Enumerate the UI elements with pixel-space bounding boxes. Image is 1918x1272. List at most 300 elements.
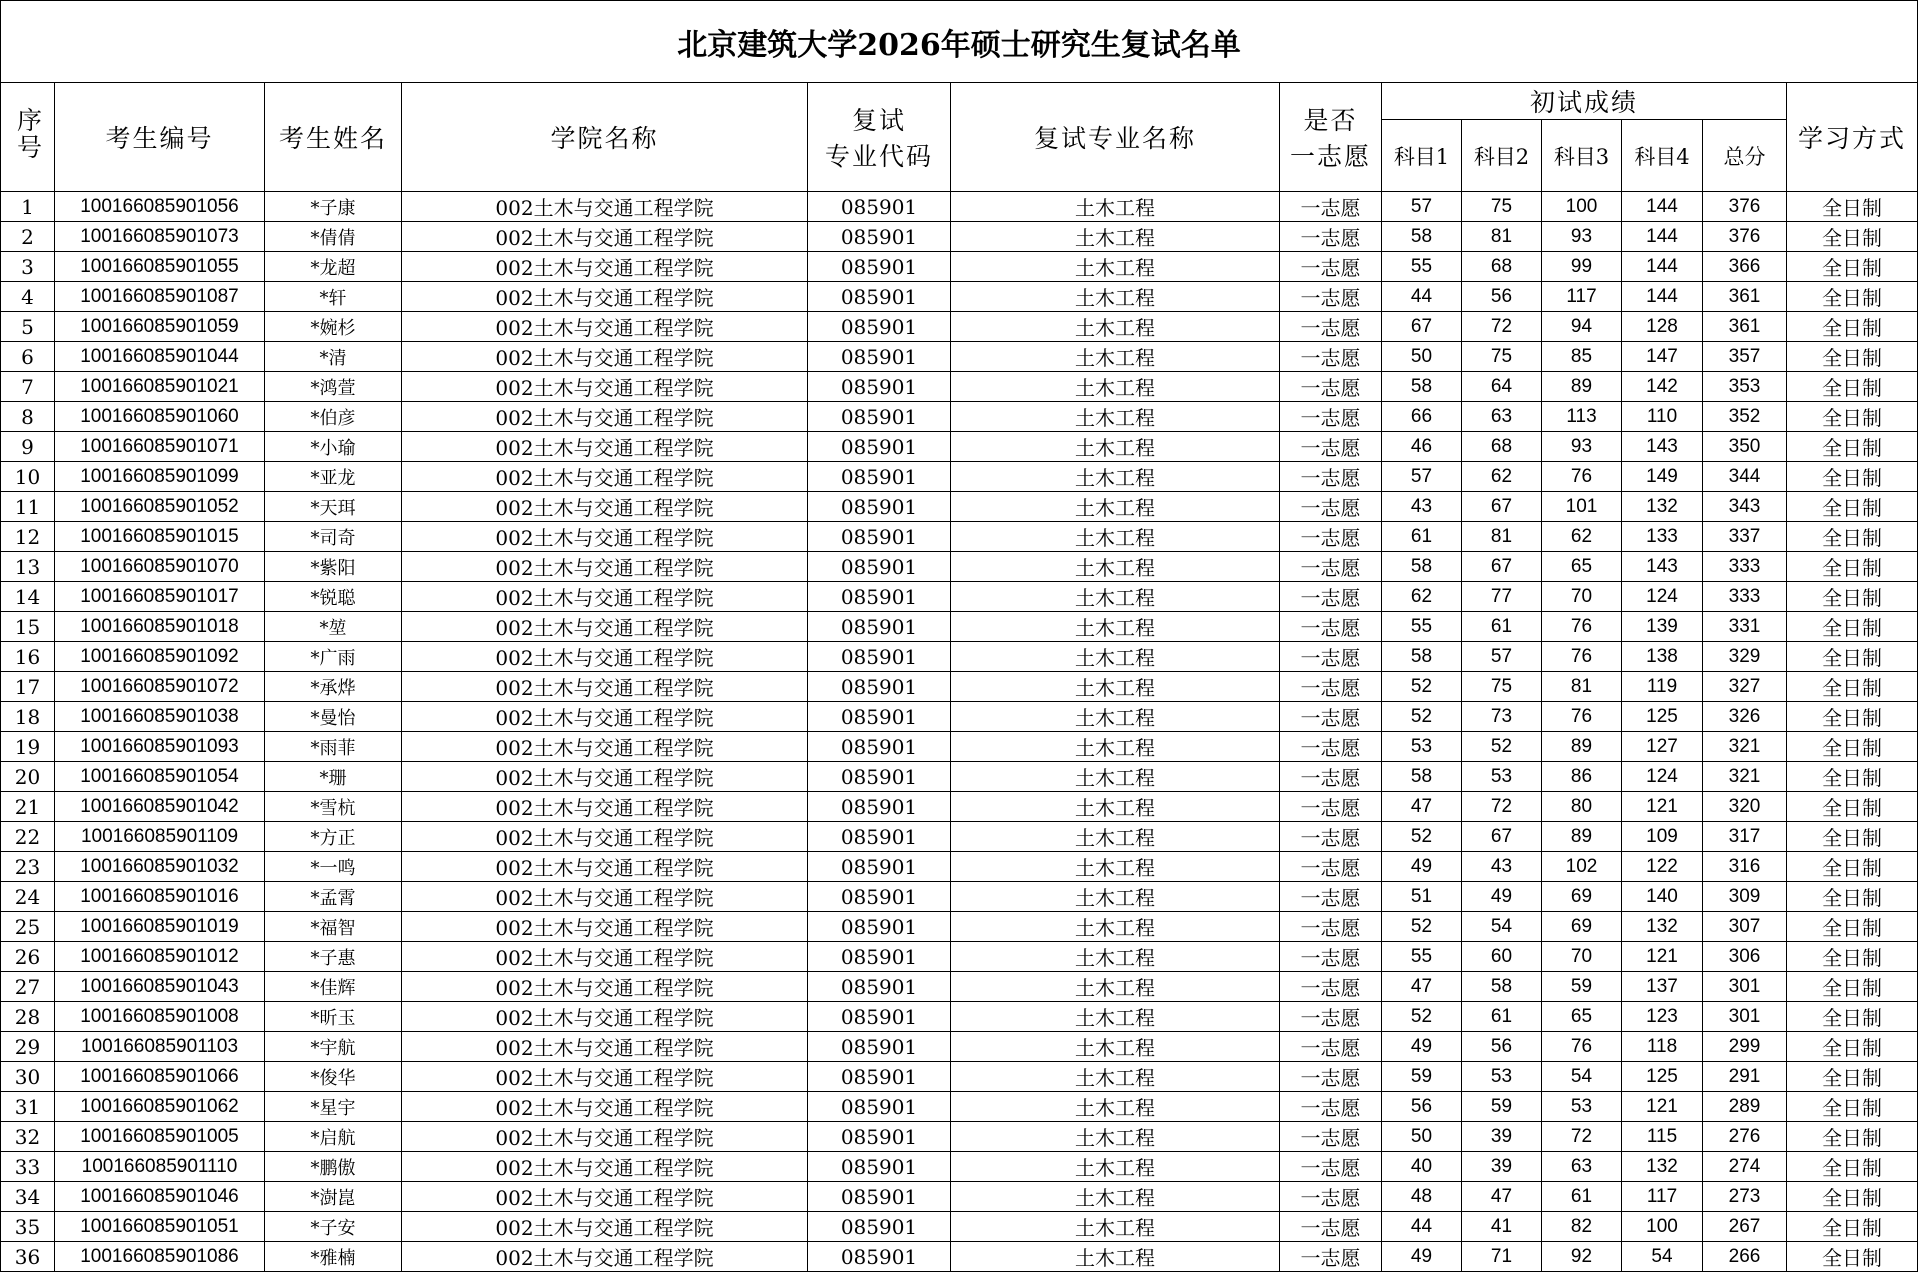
subject-3-cell: 85 — [1542, 342, 1622, 372]
header-subject-2: 科目2 — [1462, 120, 1542, 192]
first-choice-cell: 一志愿 — [1280, 312, 1382, 342]
first-choice-cell: 一志愿 — [1280, 1152, 1382, 1182]
major-cell: 土木工程 — [951, 282, 1280, 312]
header-total: 总分 — [1703, 120, 1787, 192]
first-choice-cell: 一志愿 — [1280, 822, 1382, 852]
exam-no-cell: 100166085901070 — [55, 552, 265, 582]
table-row — [1, 1002, 1918, 1032]
major-cell: 土木工程 — [951, 1152, 1280, 1182]
subject-4-cell: 133 — [1622, 522, 1703, 552]
exam-no-cell: 100166085901072 — [55, 672, 265, 702]
subject-1-cell: 52 — [1382, 912, 1462, 942]
first-choice-cell: 一志愿 — [1280, 852, 1382, 882]
subject-4-cell: 118 — [1622, 1032, 1703, 1062]
first-choice-cell: 一志愿 — [1280, 642, 1382, 672]
subject-3-cell: 82 — [1542, 1212, 1622, 1242]
major-code-cell: 085901 — [808, 642, 951, 672]
subject-1-cell: 52 — [1382, 672, 1462, 702]
subject-2-cell: 53 — [1462, 1062, 1542, 1092]
subject-4-cell: 110 — [1622, 402, 1703, 432]
subject-3-cell: 89 — [1542, 372, 1622, 402]
table-row — [1, 1182, 1918, 1212]
table-row — [1, 342, 1918, 372]
study-mode-cell: 全日制 — [1787, 672, 1918, 702]
subject-1-cell: 58 — [1382, 222, 1462, 252]
seq-cell: 17 — [1, 672, 55, 702]
major-code-cell: 085901 — [808, 402, 951, 432]
name-cell: *子康 — [265, 192, 402, 222]
study-mode-cell: 全日制 — [1787, 492, 1918, 522]
major-cell: 土木工程 — [951, 822, 1280, 852]
seq-cell: 11 — [1, 492, 55, 522]
college-cell: 002土木与交通工程学院 — [402, 432, 808, 462]
name-cell: *子安 — [265, 1212, 402, 1242]
header-subject-4: 科目4 — [1622, 120, 1703, 192]
subject-3-cell: 69 — [1542, 912, 1622, 942]
name-cell: *雪杭 — [265, 792, 402, 822]
subject-3-cell: 113 — [1542, 402, 1622, 432]
college-cell: 002土木与交通工程学院 — [402, 792, 808, 822]
major-code-cell: 085901 — [808, 942, 951, 972]
exam-no-cell: 100166085901092 — [55, 642, 265, 672]
first-choice-cell: 一志愿 — [1280, 612, 1382, 642]
subject-2-cell: 72 — [1462, 312, 1542, 342]
subject-2-cell: 72 — [1462, 792, 1542, 822]
name-cell: *承烨 — [265, 672, 402, 702]
subject-3-cell: 92 — [1542, 1242, 1622, 1272]
name-cell: *雨菲 — [265, 732, 402, 762]
seq-cell: 6 — [1, 342, 55, 372]
subject-3-cell: 76 — [1542, 462, 1622, 492]
seq-cell: 3 — [1, 252, 55, 282]
subject-1-cell: 49 — [1382, 1032, 1462, 1062]
total-cell: 309 — [1703, 882, 1787, 912]
subject-2-cell: 53 — [1462, 762, 1542, 792]
subject-4-cell: 140 — [1622, 882, 1703, 912]
header-prelim-scores: 初试成绩 — [1382, 83, 1787, 120]
total-cell: 316 — [1703, 852, 1787, 882]
subject-1-cell: 57 — [1382, 192, 1462, 222]
seq-cell: 19 — [1, 732, 55, 762]
study-mode-cell: 全日制 — [1787, 282, 1918, 312]
study-mode-cell: 全日制 — [1787, 882, 1918, 912]
seq-cell: 4 — [1, 282, 55, 312]
seq-cell: 30 — [1, 1062, 55, 1092]
study-mode-cell: 全日制 — [1787, 762, 1918, 792]
college-cell: 002土木与交通工程学院 — [402, 492, 808, 522]
exam-no-cell: 100166085901008 — [55, 1002, 265, 1032]
major-cell: 土木工程 — [951, 972, 1280, 1002]
study-mode-cell: 全日制 — [1787, 852, 1918, 882]
table-row — [1, 582, 1918, 612]
subject-2-cell: 67 — [1462, 492, 1542, 522]
first-choice-cell: 一志愿 — [1280, 972, 1382, 1002]
name-cell: *天珥 — [265, 492, 402, 522]
total-cell: 326 — [1703, 702, 1787, 732]
college-cell: 002土木与交通工程学院 — [402, 762, 808, 792]
total-cell: 306 — [1703, 942, 1787, 972]
subject-1-cell: 59 — [1382, 1062, 1462, 1092]
subject-4-cell: 124 — [1622, 762, 1703, 792]
study-mode-cell: 全日制 — [1787, 912, 1918, 942]
subject-3-cell: 70 — [1542, 582, 1622, 612]
seq-cell: 33 — [1, 1152, 55, 1182]
subject-2-cell: 59 — [1462, 1092, 1542, 1122]
subject-1-cell: 55 — [1382, 252, 1462, 282]
subject-4-cell: 125 — [1622, 1062, 1703, 1092]
name-cell: *孟霄 — [265, 882, 402, 912]
college-cell: 002土木与交通工程学院 — [402, 1002, 808, 1032]
name-cell: *宇航 — [265, 1032, 402, 1062]
subject-2-cell: 75 — [1462, 342, 1542, 372]
seq-cell: 27 — [1, 972, 55, 1002]
subject-1-cell: 46 — [1382, 432, 1462, 462]
college-cell: 002土木与交通工程学院 — [402, 942, 808, 972]
study-mode-cell: 全日制 — [1787, 702, 1918, 732]
table-row — [1, 552, 1918, 582]
major-cell: 土木工程 — [951, 702, 1280, 732]
subject-4-cell: 149 — [1622, 462, 1703, 492]
major-code-cell: 085901 — [808, 492, 951, 522]
table-row — [1, 402, 1918, 432]
study-mode-cell: 全日制 — [1787, 942, 1918, 972]
major-code-cell: 085901 — [808, 702, 951, 732]
study-mode-cell: 全日制 — [1787, 222, 1918, 252]
seq-cell: 14 — [1, 582, 55, 612]
name-cell: *雅楠 — [265, 1242, 402, 1272]
subject-3-cell: 102 — [1542, 852, 1622, 882]
seq-cell: 18 — [1, 702, 55, 732]
major-cell: 土木工程 — [951, 1122, 1280, 1152]
subject-2-cell: 77 — [1462, 582, 1542, 612]
subject-3-cell: 89 — [1542, 732, 1622, 762]
name-cell: *昕玉 — [265, 1002, 402, 1032]
college-cell: 002土木与交通工程学院 — [402, 402, 808, 432]
college-cell: 002土木与交通工程学院 — [402, 732, 808, 762]
subject-2-cell: 73 — [1462, 702, 1542, 732]
exam-no-cell: 100166085901046 — [55, 1182, 265, 1212]
table-row — [1, 432, 1918, 462]
major-cell: 土木工程 — [951, 852, 1280, 882]
subject-3-cell: 76 — [1542, 612, 1622, 642]
table-row — [1, 672, 1918, 702]
study-mode-cell: 全日制 — [1787, 822, 1918, 852]
exam-no-cell: 100166085901055 — [55, 252, 265, 282]
subject-1-cell: 40 — [1382, 1152, 1462, 1182]
major-cell: 土木工程 — [951, 252, 1280, 282]
study-mode-cell: 全日制 — [1787, 1002, 1918, 1032]
college-cell: 002土木与交通工程学院 — [402, 342, 808, 372]
subject-2-cell: 57 — [1462, 642, 1542, 672]
table-row — [1, 492, 1918, 522]
seq-cell: 5 — [1, 312, 55, 342]
header-seq: 序号 — [1, 83, 55, 192]
college-cell: 002土木与交通工程学院 — [402, 552, 808, 582]
exam-no-cell: 100166085901019 — [55, 912, 265, 942]
major-cell: 土木工程 — [951, 312, 1280, 342]
major-cell: 土木工程 — [951, 342, 1280, 372]
major-cell: 土木工程 — [951, 552, 1280, 582]
header-major-code — [808, 83, 951, 192]
college-cell: 002土木与交通工程学院 — [402, 972, 808, 1002]
major-code-cell: 085901 — [808, 582, 951, 612]
table-row — [1, 312, 1918, 342]
major-cell: 土木工程 — [951, 792, 1280, 822]
header-first-choice-line2: 一志愿 — [1289, 142, 1371, 171]
name-cell: *紫阳 — [265, 552, 402, 582]
first-choice-cell: 一志愿 — [1280, 1032, 1382, 1062]
subject-4-cell: 121 — [1622, 1092, 1703, 1122]
subject-4-cell: 144 — [1622, 192, 1703, 222]
study-mode-cell: 全日制 — [1787, 432, 1918, 462]
exam-no-cell: 100166085901073 — [55, 222, 265, 252]
subject-3-cell: 99 — [1542, 252, 1622, 282]
seq-cell: 15 — [1, 612, 55, 642]
major-cell: 土木工程 — [951, 1002, 1280, 1032]
first-choice-cell: 一志愿 — [1280, 522, 1382, 552]
college-cell: 002土木与交通工程学院 — [402, 1242, 808, 1272]
name-cell: *福智 — [265, 912, 402, 942]
major-cell: 土木工程 — [951, 882, 1280, 912]
total-cell: 301 — [1703, 972, 1787, 1002]
first-choice-cell: 一志愿 — [1280, 912, 1382, 942]
study-mode-cell: 全日制 — [1787, 192, 1918, 222]
subject-1-cell: 61 — [1382, 522, 1462, 552]
subject-3-cell: 94 — [1542, 312, 1622, 342]
major-cell: 土木工程 — [951, 1242, 1280, 1272]
subject-2-cell: 68 — [1462, 252, 1542, 282]
table-row — [1, 972, 1918, 1002]
first-choice-cell: 一志愿 — [1280, 1182, 1382, 1212]
seq-cell: 31 — [1, 1092, 55, 1122]
subject-1-cell: 50 — [1382, 342, 1462, 372]
college-cell: 002土木与交通工程学院 — [402, 282, 808, 312]
seq-cell: 28 — [1, 1002, 55, 1032]
table-row — [1, 1152, 1918, 1182]
table-row — [1, 732, 1918, 762]
subject-4-cell: 144 — [1622, 252, 1703, 282]
total-cell: 343 — [1703, 492, 1787, 522]
exam-no-cell: 100166085901052 — [55, 492, 265, 522]
first-choice-cell: 一志愿 — [1280, 1092, 1382, 1122]
major-code-cell: 085901 — [808, 252, 951, 282]
table-row — [1, 822, 1918, 852]
exam-no-cell: 100166085901043 — [55, 972, 265, 1002]
major-cell: 土木工程 — [951, 1032, 1280, 1062]
subject-4-cell: 115 — [1622, 1122, 1703, 1152]
first-choice-cell: 一志愿 — [1280, 1122, 1382, 1152]
study-mode-cell: 全日制 — [1787, 1242, 1918, 1272]
subject-4-cell: 143 — [1622, 432, 1703, 462]
total-cell: 273 — [1703, 1182, 1787, 1212]
subject-4-cell: 119 — [1622, 672, 1703, 702]
first-choice-cell: 一志愿 — [1280, 702, 1382, 732]
name-cell: *子惠 — [265, 942, 402, 972]
exam-no-cell: 100166085901042 — [55, 792, 265, 822]
major-code-cell: 085901 — [808, 912, 951, 942]
subject-3-cell: 80 — [1542, 792, 1622, 822]
table-row — [1, 192, 1918, 222]
first-choice-cell: 一志愿 — [1280, 492, 1382, 522]
name-cell: *一鸣 — [265, 852, 402, 882]
subject-1-cell: 44 — [1382, 282, 1462, 312]
subject-4-cell: 132 — [1622, 492, 1703, 522]
subject-3-cell: 70 — [1542, 942, 1622, 972]
subject-1-cell: 58 — [1382, 552, 1462, 582]
subject-3-cell: 76 — [1542, 1032, 1622, 1062]
total-cell: 301 — [1703, 1002, 1787, 1032]
header-first-choice — [1280, 83, 1382, 192]
table-row — [1, 762, 1918, 792]
study-mode-cell: 全日制 — [1787, 402, 1918, 432]
exam-no-cell: 100166085901015 — [55, 522, 265, 552]
major-code-cell: 085901 — [808, 522, 951, 552]
subject-4-cell: 144 — [1622, 222, 1703, 252]
college-cell: 002土木与交通工程学院 — [402, 1062, 808, 1092]
major-code-cell: 085901 — [808, 552, 951, 582]
subject-4-cell: 117 — [1622, 1182, 1703, 1212]
subject-1-cell: 58 — [1382, 372, 1462, 402]
subject-2-cell: 58 — [1462, 972, 1542, 1002]
total-cell: 317 — [1703, 822, 1787, 852]
total-cell: 329 — [1703, 642, 1787, 672]
table-row — [1, 372, 1918, 402]
seq-cell: 16 — [1, 642, 55, 672]
seq-cell: 22 — [1, 822, 55, 852]
exam-no-cell: 100166085901044 — [55, 342, 265, 372]
subject-4-cell: 125 — [1622, 702, 1703, 732]
major-code-cell: 085901 — [808, 1182, 951, 1212]
college-cell: 002土木与交通工程学院 — [402, 702, 808, 732]
name-cell: *伯彦 — [265, 402, 402, 432]
college-cell: 002土木与交通工程学院 — [402, 642, 808, 672]
header-name: 考生姓名 — [265, 83, 402, 192]
subject-4-cell: 128 — [1622, 312, 1703, 342]
subject-4-cell: 124 — [1622, 582, 1703, 612]
college-cell: 002土木与交通工程学院 — [402, 252, 808, 282]
seq-cell: 2 — [1, 222, 55, 252]
study-mode-cell: 全日制 — [1787, 582, 1918, 612]
total-cell: 276 — [1703, 1122, 1787, 1152]
college-cell: 002土木与交通工程学院 — [402, 672, 808, 702]
major-code-cell: 085901 — [808, 612, 951, 642]
total-cell: 352 — [1703, 402, 1787, 432]
name-cell: *轩 — [265, 282, 402, 312]
subject-4-cell: 138 — [1622, 642, 1703, 672]
subject-2-cell: 71 — [1462, 1242, 1542, 1272]
first-choice-cell: 一志愿 — [1280, 552, 1382, 582]
table-row — [1, 252, 1918, 282]
study-mode-cell: 全日制 — [1787, 1092, 1918, 1122]
subject-3-cell: 54 — [1542, 1062, 1622, 1092]
first-choice-cell: 一志愿 — [1280, 792, 1382, 822]
name-cell: *清 — [265, 342, 402, 372]
study-mode-cell: 全日制 — [1787, 462, 1918, 492]
subject-2-cell: 56 — [1462, 1032, 1542, 1062]
subject-2-cell: 67 — [1462, 822, 1542, 852]
seq-cell: 23 — [1, 852, 55, 882]
first-choice-cell: 一志愿 — [1280, 762, 1382, 792]
major-code-cell: 085901 — [808, 852, 951, 882]
study-mode-cell: 全日制 — [1787, 1182, 1918, 1212]
subject-2-cell: 64 — [1462, 372, 1542, 402]
subject-1-cell: 56 — [1382, 1092, 1462, 1122]
header-major: 复试专业名称 — [951, 83, 1280, 192]
table-row — [1, 1062, 1918, 1092]
seq-cell: 29 — [1, 1032, 55, 1062]
total-cell: 333 — [1703, 582, 1787, 612]
header-exam-no: 考生编号 — [55, 83, 265, 192]
first-choice-cell: 一志愿 — [1280, 252, 1382, 282]
subject-1-cell: 62 — [1382, 582, 1462, 612]
subject-1-cell: 47 — [1382, 792, 1462, 822]
subject-2-cell: 49 — [1462, 882, 1542, 912]
first-choice-cell: 一志愿 — [1280, 942, 1382, 972]
total-cell: 307 — [1703, 912, 1787, 942]
name-cell: *小瑜 — [265, 432, 402, 462]
exam-no-cell: 100166085901017 — [55, 582, 265, 612]
study-mode-cell: 全日制 — [1787, 372, 1918, 402]
exam-no-cell: 100166085901066 — [55, 1062, 265, 1092]
subject-4-cell: 123 — [1622, 1002, 1703, 1032]
subject-4-cell: 144 — [1622, 282, 1703, 312]
major-cell: 土木工程 — [951, 762, 1280, 792]
subject-3-cell: 76 — [1542, 642, 1622, 672]
name-cell: *亚龙 — [265, 462, 402, 492]
exam-no-cell: 100166085901060 — [55, 402, 265, 432]
subject-3-cell: 100 — [1542, 192, 1622, 222]
seq-cell: 1 — [1, 192, 55, 222]
subject-2-cell: 67 — [1462, 552, 1542, 582]
table-row — [1, 1032, 1918, 1062]
exam-no-cell: 100166085901054 — [55, 762, 265, 792]
major-code-cell: 085901 — [808, 1152, 951, 1182]
subject-4-cell: 142 — [1622, 372, 1703, 402]
table-row — [1, 1122, 1918, 1152]
subject-4-cell: 100 — [1622, 1212, 1703, 1242]
total-cell: 376 — [1703, 192, 1787, 222]
subject-2-cell: 61 — [1462, 1002, 1542, 1032]
subject-3-cell: 81 — [1542, 672, 1622, 702]
college-cell: 002土木与交通工程学院 — [402, 522, 808, 552]
subject-3-cell: 101 — [1542, 492, 1622, 522]
table-row — [1, 1242, 1918, 1272]
subject-4-cell: 137 — [1622, 972, 1703, 1002]
study-mode-cell: 全日制 — [1787, 1212, 1918, 1242]
name-cell: *堃 — [265, 612, 402, 642]
study-mode-cell: 全日制 — [1787, 342, 1918, 372]
total-cell: 274 — [1703, 1152, 1787, 1182]
major-code-cell: 085901 — [808, 372, 951, 402]
table-body — [1, 192, 1918, 1272]
subject-1-cell: 55 — [1382, 612, 1462, 642]
major-cell: 土木工程 — [951, 372, 1280, 402]
college-cell: 002土木与交通工程学院 — [402, 612, 808, 642]
subject-4-cell: 109 — [1622, 822, 1703, 852]
header-first-choice-line1: 是否 — [1303, 106, 1358, 135]
subject-1-cell: 49 — [1382, 1242, 1462, 1272]
name-cell: *启航 — [265, 1122, 402, 1152]
major-code-cell: 085901 — [808, 1062, 951, 1092]
first-choice-cell: 一志愿 — [1280, 342, 1382, 372]
exam-no-cell: 100166085901062 — [55, 1092, 265, 1122]
name-cell: *佳辉 — [265, 972, 402, 1002]
exam-no-cell: 100166085901051 — [55, 1212, 265, 1242]
subject-4-cell: 54 — [1622, 1242, 1703, 1272]
study-mode-cell: 全日制 — [1787, 612, 1918, 642]
name-cell: *珊 — [265, 762, 402, 792]
name-cell: *曼怡 — [265, 702, 402, 732]
